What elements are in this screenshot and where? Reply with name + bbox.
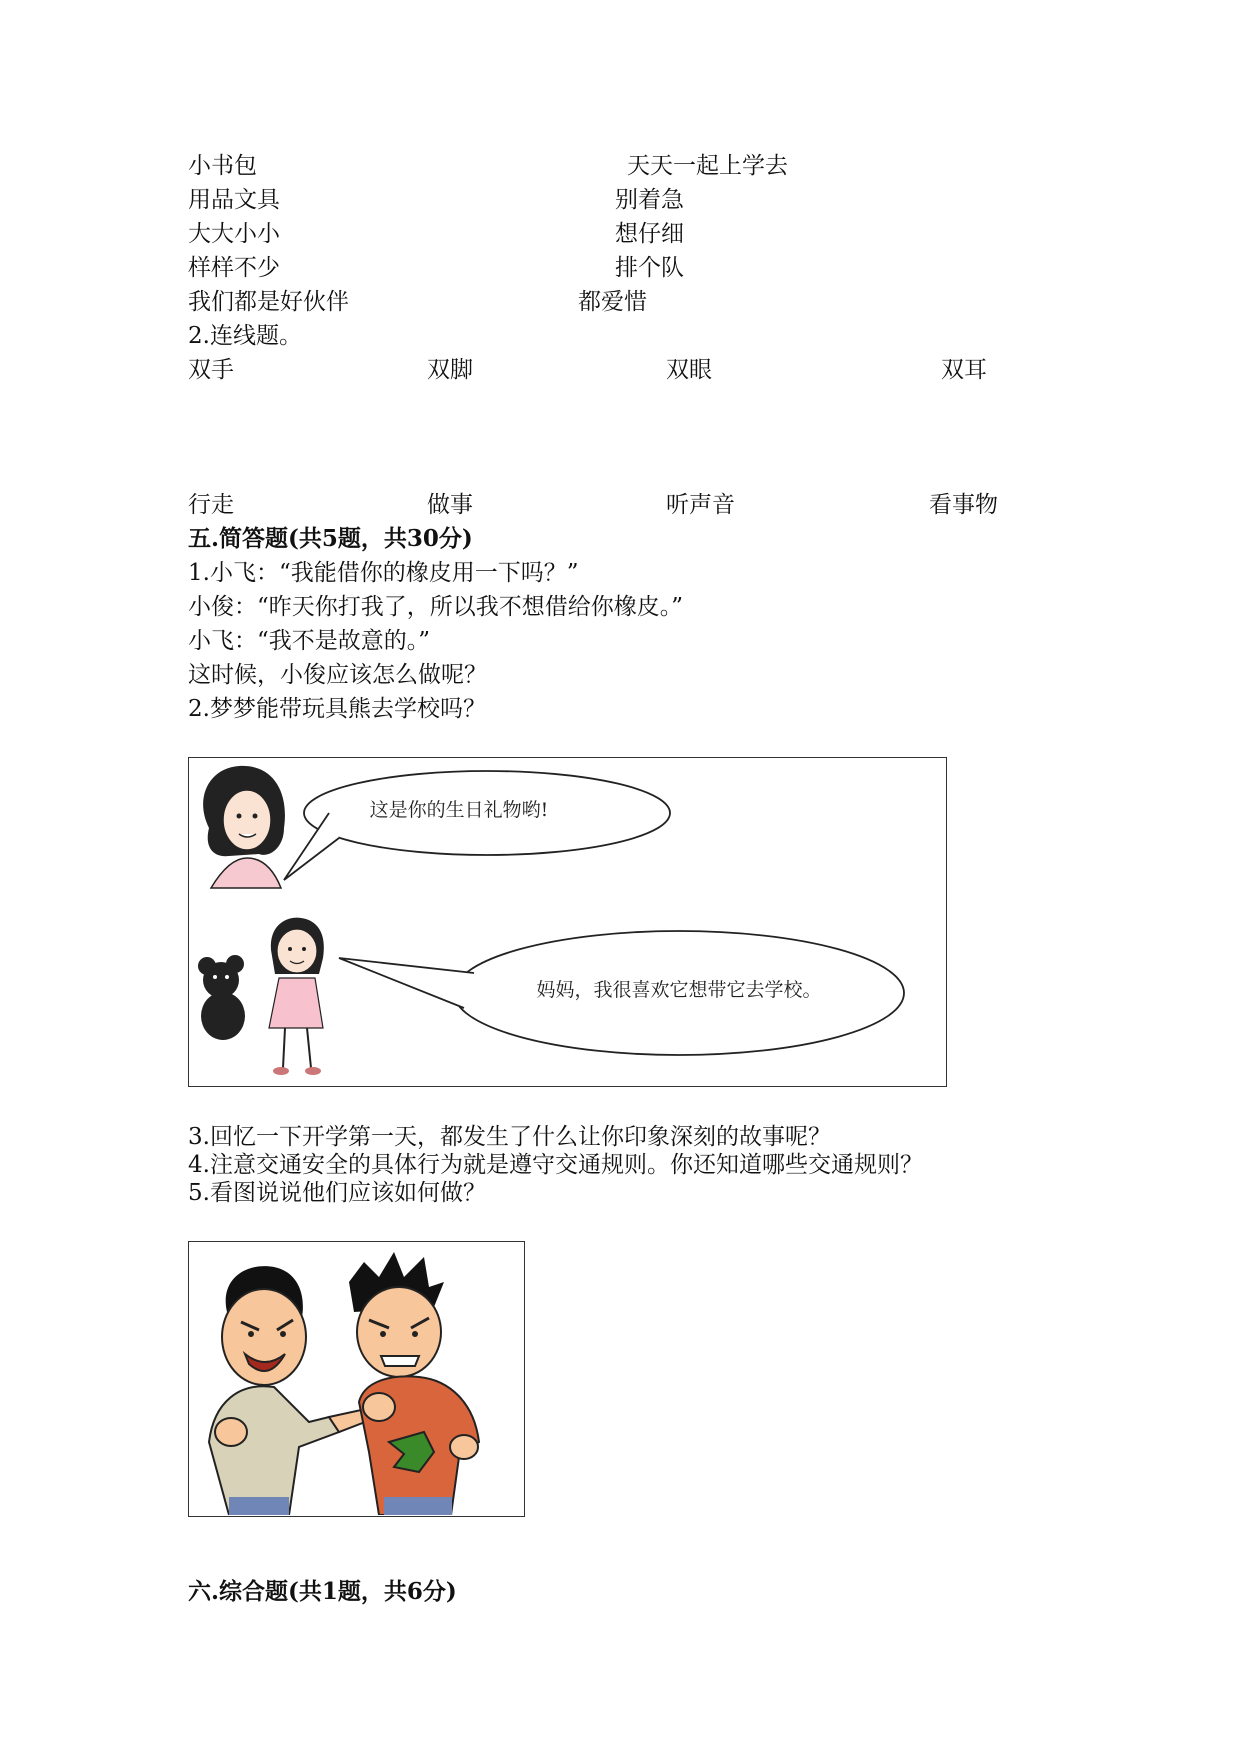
q2-bottom-4: 看事物 xyxy=(929,492,998,518)
q2-top-1: 双手 xyxy=(188,357,234,383)
right-boy-figure xyxy=(349,1252,479,1515)
comic-quarrel xyxy=(188,1241,525,1517)
q2-title: 2.连线题。 xyxy=(188,323,302,349)
s5-q4: 4.注意交通安全的具体行为就是遵守交通规则。你还知道哪些交通规则？ xyxy=(188,1152,923,1178)
teddy-bear-icon xyxy=(198,955,245,1040)
girl-speech-bubble xyxy=(339,931,904,1055)
q2-top-3: 双眼 xyxy=(666,357,712,383)
girl-speech-text: 妈妈，我很喜欢它想带它去学校。 xyxy=(536,979,822,1001)
section5-heading: 五.简答题(共5题，共30分) xyxy=(188,525,473,552)
match-right-5: 都爱惜 xyxy=(578,289,647,315)
girl-figure xyxy=(269,918,324,1075)
match-right-3: 想仔细 xyxy=(615,221,684,247)
section6-heading: 六.综合题(共1题，共6分) xyxy=(188,1578,457,1605)
mother-speech-bubble xyxy=(284,771,670,880)
q2-top-4: 双耳 xyxy=(941,357,987,383)
mother-figure xyxy=(203,766,285,888)
q2-bottom-2: 做事 xyxy=(427,492,473,518)
comic-birthday-gift xyxy=(188,757,947,1087)
match-right-2: 别着急 xyxy=(615,187,684,213)
match-left-1: 小书包 xyxy=(188,153,257,179)
s5-q3: 3.回忆一下开学第一天，都发生了什么让你印象深刻的故事呢？ xyxy=(188,1124,831,1150)
s5-q2: 2.梦梦能带玩具熊去学校吗？ xyxy=(188,696,486,722)
s5-q1-line1: 1.小飞：“我能借你的橡皮用一下吗？” xyxy=(188,560,579,586)
comic-quarrel-art xyxy=(189,1242,523,1515)
match-right-4: 排个队 xyxy=(615,255,684,281)
s5-q1-line4: 这时候，小俊应该怎么做呢？ xyxy=(188,662,487,688)
match-right-1: 天天一起上学去 xyxy=(627,153,788,179)
match-left-3: 大大小小 xyxy=(188,221,280,247)
q2-top-2: 双脚 xyxy=(427,357,473,383)
match-left-5: 我们都是好伙伴 xyxy=(188,289,349,315)
s5-q1-line2: 小俊：“昨天你打我了，所以我不想借给你橡皮。” xyxy=(188,594,684,620)
q2-bottom-3: 听声音 xyxy=(666,492,735,518)
match-left-2: 用品文具 xyxy=(188,187,280,213)
left-boy-figure xyxy=(209,1266,365,1515)
q2-bottom-1: 行走 xyxy=(188,492,234,518)
s5-q5: 5.看图说说他们应该如何做？ xyxy=(188,1180,486,1206)
comic-birthday-gift-art xyxy=(189,758,945,1085)
match-left-4: 样样不少 xyxy=(188,255,280,281)
mother-speech-text: 这是你的生日礼物哟! xyxy=(369,799,549,821)
s5-q1-line3: 小飞：“我不是故意的。” xyxy=(188,628,431,654)
